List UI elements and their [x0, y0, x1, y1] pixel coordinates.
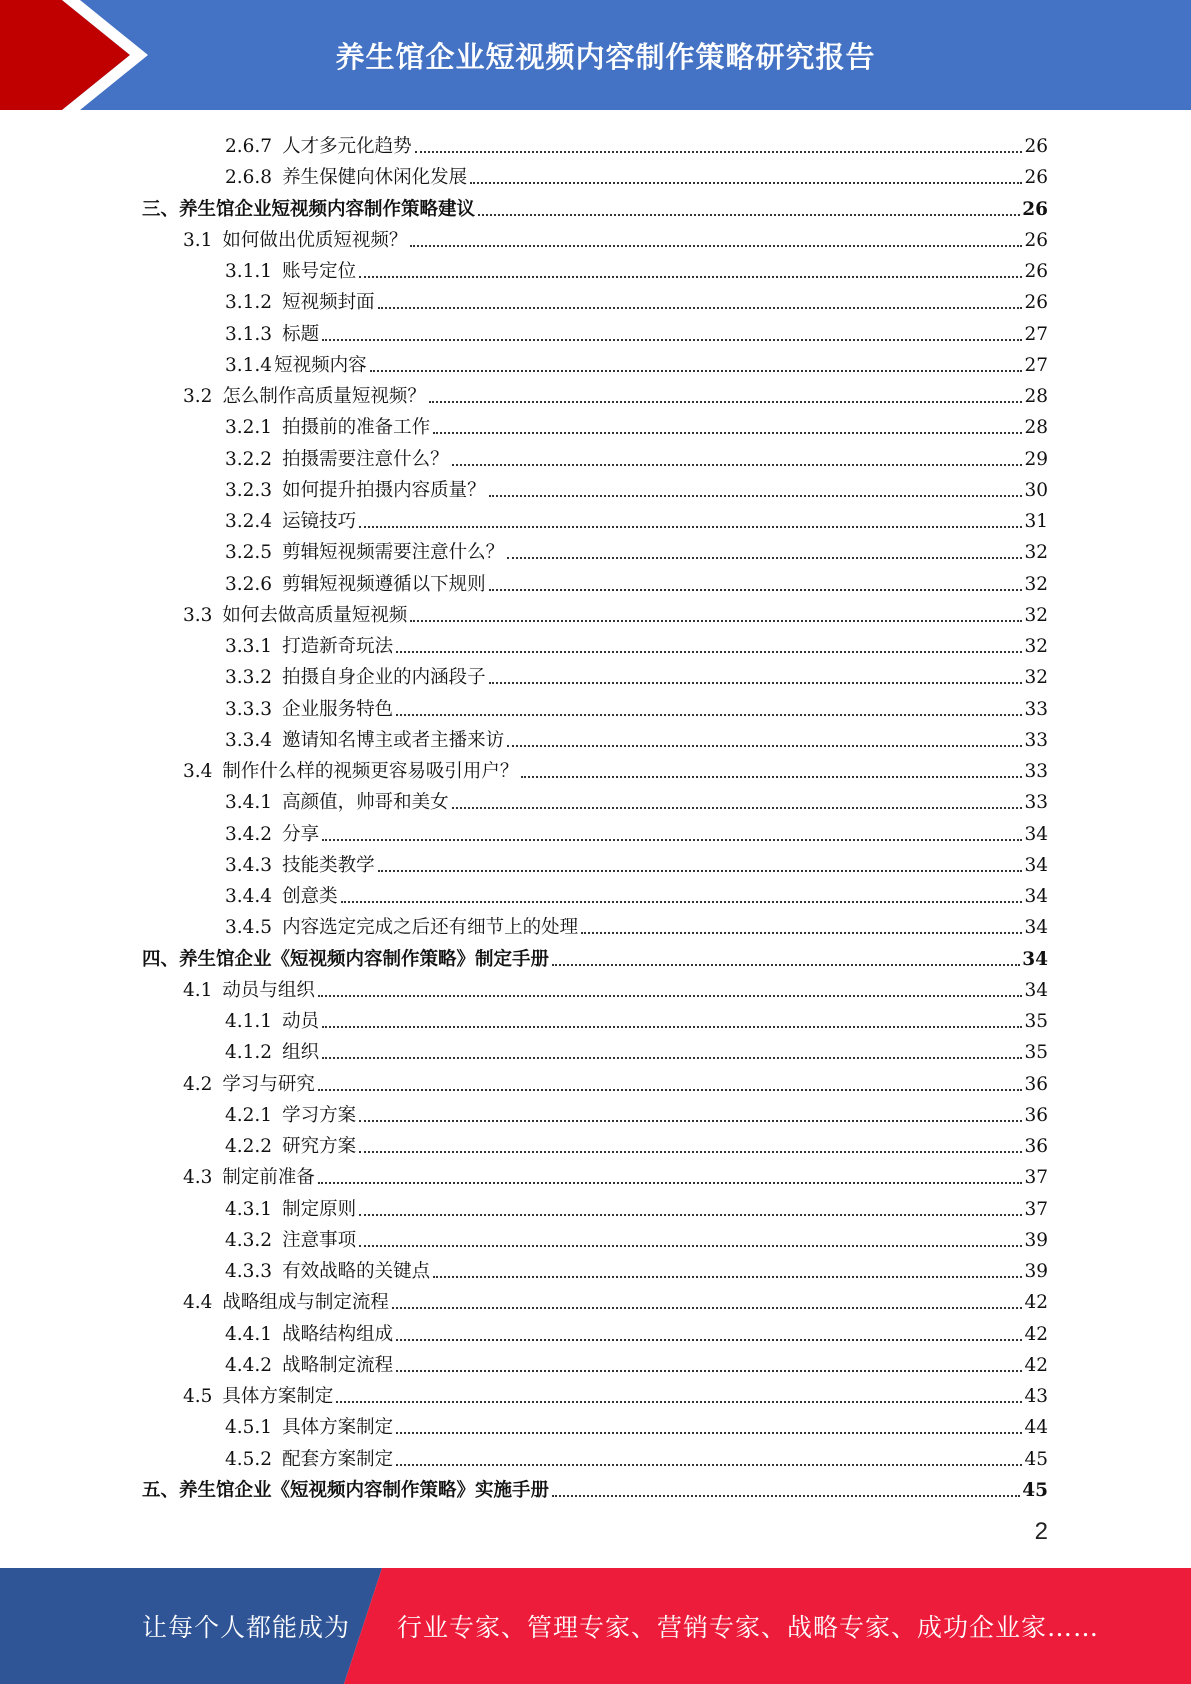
- toc-entry-number: 4.3.1: [225, 1198, 273, 1220]
- toc-entry-page: 26: [1024, 292, 1048, 314]
- toc-dot-leader: [507, 745, 1022, 747]
- toc-entry-number: 3.3: [183, 604, 213, 626]
- toc-entry-page: 42: [1024, 1323, 1048, 1345]
- toc-entry-page: 37: [1024, 1167, 1048, 1189]
- toc-dot-leader: [370, 370, 1023, 372]
- toc-entry-page: 35: [1024, 1042, 1048, 1064]
- toc-entry[interactable]: [225, 565, 1048, 596]
- toc-entry-page: 33: [1024, 761, 1048, 782]
- toc-entry-page: 28: [1024, 417, 1048, 439]
- toc-entry-page: 34: [1024, 886, 1048, 907]
- toc-entry-title: 内容选定完成之后还有细节上的处理: [282, 917, 579, 939]
- toc-dot-leader: [396, 651, 1022, 653]
- toc-entry-page: 39: [1024, 1229, 1048, 1251]
- toc-entry[interactable]: [183, 1065, 1048, 1096]
- toc-entry-number: 4.2: [183, 1073, 213, 1095]
- toc-dot-leader: [359, 1151, 1022, 1153]
- toc-entry[interactable]: [225, 627, 1048, 658]
- toc-entry[interactable]: [225, 1221, 1048, 1252]
- toc-entry[interactable]: [183, 1283, 1048, 1314]
- toc-entry-page: 26: [1024, 167, 1048, 189]
- toc-entry-title: 战略组成与制定流程: [222, 1292, 389, 1314]
- toc-entry-page: 33: [1024, 729, 1048, 751]
- toc-dot-leader: [322, 839, 1022, 841]
- toc-entry-number: 4.3: [183, 1167, 213, 1189]
- toc-entry-title: 具体方案制定: [282, 1417, 394, 1439]
- toc-entry-number: 3.3.4: [225, 729, 273, 751]
- toc-entry-title: 如何做出优质短视频？: [222, 229, 408, 251]
- toc-entry-number: 3.4.3: [225, 854, 273, 876]
- toc-entry-page: 34: [1024, 854, 1048, 876]
- toc-entry-page: 26: [1024, 261, 1048, 282]
- toc-entry-number: 3.4: [183, 761, 213, 782]
- toc-dot-leader: [429, 401, 1023, 403]
- toc-dot-leader: [489, 589, 1023, 591]
- toc-entry-number: 4.5: [183, 1386, 213, 1407]
- toc-entry-title: 怎么制作高质量短视频？: [222, 386, 426, 407]
- toc-dot-leader: [336, 1401, 1022, 1403]
- toc-entry-number: 4.3.3: [225, 1261, 273, 1282]
- toc-entry[interactable]: [225, 408, 1048, 439]
- toc-dot-leader: [507, 557, 1022, 559]
- toc-entry-title: 剪辑短视频遵循以下规则: [282, 573, 486, 595]
- document-title: 养生馆企业短视频内容制作策略研究报告: [335, 39, 876, 74]
- toc-entry-page: 28: [1024, 386, 1048, 407]
- toc-entry-number: 3.2.3: [225, 479, 273, 501]
- toc-entry-number: 3.2.5: [225, 542, 273, 564]
- toc-entry-title: 剪辑短视频需要注意什么？: [282, 542, 505, 564]
- toc-entry[interactable]: [225, 127, 1048, 158]
- toc-entry[interactable]: [225, 1252, 1048, 1283]
- toc-dot-leader: [322, 1026, 1022, 1028]
- toc-entry-title: 动员与组织: [222, 979, 315, 1001]
- toc-entry-number: 4.2.2: [225, 1136, 273, 1157]
- toc-entry-number: 4.4: [183, 1292, 213, 1314]
- toc-entry-number: 3.2.6: [225, 573, 273, 595]
- toc-entry[interactable]: [183, 377, 1048, 408]
- toc-entry-number: 3.1.2: [225, 292, 273, 314]
- toc-entry-title: 打造新奇玩法: [282, 636, 394, 657]
- toc-entry-number: 4.1.2: [225, 1042, 273, 1064]
- toc-dot-leader: [318, 1089, 1023, 1091]
- toc-entry[interactable]: [225, 346, 1048, 377]
- toc-entry-title: 邀请知名博主或者主播来访: [282, 729, 505, 751]
- toc-entry[interactable]: [225, 533, 1048, 564]
- toc-entry[interactable]: [183, 752, 1048, 783]
- toc-entry-page: 42: [1024, 1292, 1048, 1314]
- toc-entry[interactable]: [225, 1127, 1048, 1158]
- toc-entry[interactable]: [225, 721, 1048, 752]
- footer-slogan-left: 让每个人都能成为: [142, 1613, 351, 1642]
- toc-entry-number: 3.1.4: [225, 354, 273, 376]
- toc-entry-number: 3.2.4: [225, 511, 273, 532]
- toc-entry-title: 账号定位: [282, 261, 357, 282]
- toc-entry-page: 35: [1024, 1011, 1048, 1032]
- page-footer: [0, 1568, 1191, 1684]
- toc-entry-number: 3.4.4: [225, 886, 273, 907]
- toc-dot-leader: [552, 964, 1020, 966]
- toc-entry-title: 有效战略的关键点: [282, 1261, 431, 1282]
- toc-entry[interactable]: [183, 971, 1048, 1002]
- toc-dot-leader: [322, 339, 1022, 341]
- toc-entry[interactable]: [225, 1346, 1048, 1377]
- toc-dot-leader: [489, 495, 1023, 497]
- toc-entry[interactable]: [225, 783, 1048, 814]
- toc-entry-title: 企业服务特色: [282, 698, 394, 720]
- page-number: 2: [1034, 1518, 1048, 1545]
- toc-entry-title: 学习方案: [282, 1104, 357, 1126]
- toc-entry[interactable]: [225, 502, 1048, 533]
- toc-entry-page: 45: [1022, 1479, 1048, 1501]
- toc-entry-title: 动员: [282, 1011, 320, 1032]
- toc-entry[interactable]: [142, 940, 1048, 971]
- toc-entry-title: 高颜值，帅哥和美女: [282, 792, 449, 814]
- toc-entry-title: 具体方案制定: [222, 1386, 334, 1407]
- toc-entry-title: 拍摄自身企业的内涵段子: [282, 667, 486, 689]
- toc-entry-number: 2.6.7: [225, 136, 273, 157]
- toc-entry[interactable]: [225, 471, 1048, 502]
- toc-entry-number: 3.2.2: [225, 448, 273, 470]
- toc-entry-page: 32: [1024, 542, 1048, 564]
- toc-entry-page: 34: [1024, 823, 1048, 845]
- toc-entry[interactable]: [225, 690, 1048, 721]
- toc-entry[interactable]: [225, 440, 1048, 471]
- toc-dot-leader: [378, 870, 1023, 872]
- toc-entry-title: 人才多元化趋势: [282, 136, 412, 157]
- toc-dot-leader: [478, 214, 1020, 216]
- toc-entry-title: 短视频封面: [282, 292, 375, 314]
- toc-entry-page: 34: [1024, 979, 1048, 1001]
- toc-entry-number: 3.4.5: [225, 917, 273, 939]
- toc-entry-number: 3.3.1: [225, 636, 273, 657]
- toc-dot-leader: [322, 1057, 1022, 1059]
- toc-entry-title: 三、养生馆企业短视频内容制作策略建议: [142, 198, 476, 220]
- toc-entry-page: 34: [1022, 948, 1048, 970]
- toc-entry-page: 32: [1024, 667, 1048, 689]
- toc-entry[interactable]: [225, 1033, 1048, 1064]
- toc-dot-leader: [415, 151, 1023, 153]
- toc-entry-title: 制定前准备: [222, 1167, 315, 1189]
- toc-entry-number: 4.4.1: [225, 1323, 273, 1345]
- page-header: [0, 0, 1191, 110]
- toc-entry[interactable]: [225, 1002, 1048, 1033]
- toc-entry-number: 4.1.1: [225, 1011, 273, 1032]
- toc-dot-leader: [552, 1495, 1020, 1497]
- toc-entry-number: 3.1.1: [225, 261, 273, 282]
- toc-entry-number: 3.3.2: [225, 667, 273, 689]
- toc-dot-leader: [410, 620, 1022, 622]
- toc-entry-page: 42: [1024, 1354, 1048, 1376]
- toc-entry-title: 组织: [282, 1042, 320, 1064]
- toc-entry-title: 短视频内容: [274, 354, 367, 376]
- toc-entry-page: 44: [1024, 1417, 1048, 1439]
- toc-entry-page: 36: [1024, 1104, 1048, 1126]
- toc-entry-title: 如何去做高质量短视频: [222, 604, 408, 626]
- toc-entry-number: 4.4.2: [225, 1354, 273, 1376]
- toc-entry-title: 注意事项: [282, 1229, 357, 1251]
- toc-entry-number: 4.2.1: [225, 1104, 273, 1126]
- toc-dot-leader: [318, 995, 1023, 997]
- toc-entry-page: 43: [1024, 1386, 1048, 1407]
- toc-entry[interactable]: [225, 315, 1048, 346]
- toc-dot-leader: [359, 1245, 1022, 1247]
- toc-dot-leader: [396, 714, 1022, 716]
- toc-dot-leader: [470, 182, 1022, 184]
- toc-entry-page: 32: [1024, 573, 1048, 595]
- toc-entry-page: 36: [1024, 1073, 1048, 1095]
- toc-entry-title: 拍摄前的准备工作: [282, 417, 431, 439]
- toc-entry-page: 39: [1024, 1261, 1048, 1282]
- toc-entry[interactable]: [225, 1315, 1048, 1346]
- toc-entry-number: 3.4.2: [225, 823, 273, 845]
- toc-entry-page: 32: [1024, 636, 1048, 657]
- toc-entry[interactable]: [183, 596, 1048, 627]
- toc-entry-number: 4.5.2: [225, 1448, 273, 1470]
- toc-entry-page: 36: [1024, 1136, 1048, 1157]
- toc-entry[interactable]: [225, 283, 1048, 314]
- toc-entry-page: 45: [1024, 1448, 1048, 1470]
- toc-dot-leader: [452, 807, 1023, 809]
- toc-entry[interactable]: [225, 252, 1048, 283]
- toc-entry-number: 2.6.8: [225, 167, 273, 189]
- toc-entry-title: 配套方案制定: [282, 1448, 394, 1470]
- toc-dot-leader: [318, 1182, 1023, 1184]
- toc-entry[interactable]: [225, 1190, 1048, 1221]
- toc-entry-number: 3.3.3: [225, 698, 273, 720]
- toc-entry-title: 研究方案: [282, 1136, 357, 1157]
- footer-slogan-right: 行业专家、管理专家、营销专家、战略专家、成功企业家……: [397, 1613, 1100, 1642]
- toc-entry-title: 四、养生馆企业《短视频内容制作策略》制定手册: [142, 948, 550, 970]
- toc-entry-page: 34: [1024, 917, 1048, 939]
- toc-dot-leader: [396, 1339, 1022, 1341]
- toc-dot-leader: [378, 307, 1023, 309]
- toc-dot-leader: [433, 432, 1022, 434]
- toc-dot-leader: [581, 932, 1022, 934]
- toc-entry[interactable]: [142, 1471, 1048, 1502]
- toc-dot-leader: [392, 1307, 1023, 1309]
- toc-entry-number: 3.1: [183, 229, 213, 251]
- toc-entry-title: 制作什么样的视频更容易吸引用户？: [222, 761, 519, 782]
- toc-dot-leader: [359, 1120, 1022, 1122]
- toc-entry-page: 33: [1024, 698, 1048, 720]
- toc-entry[interactable]: [225, 1096, 1048, 1127]
- toc-entry-title: 五、养生馆企业《短视频内容制作策略》实施手册: [142, 1479, 550, 1501]
- toc-entry-number: 4.3.2: [225, 1229, 273, 1251]
- toc-entry[interactable]: [225, 877, 1048, 908]
- toc-entry-number: 3.2: [183, 386, 213, 407]
- toc-entry-page: 26: [1024, 136, 1048, 157]
- toc-entry[interactable]: [183, 1377, 1048, 1408]
- toc-entry[interactable]: [183, 1158, 1048, 1189]
- toc-entry-title: 学习与研究: [222, 1073, 315, 1095]
- toc-entry-page: 30: [1024, 479, 1048, 501]
- toc-entry[interactable]: [225, 1408, 1048, 1439]
- toc-entry[interactable]: [225, 815, 1048, 846]
- toc-entry-page: 31: [1024, 511, 1048, 532]
- toc-entry-title: 如何提升拍摄内容质量？: [282, 479, 486, 501]
- toc-entry-page: 26: [1024, 229, 1048, 251]
- toc-entry-number: 3.1.3: [225, 323, 273, 345]
- toc-entry-title: 养生保健向休闲化发展: [282, 167, 468, 189]
- toc-entry-title: 战略制定流程: [282, 1354, 394, 1376]
- toc-entry[interactable]: [225, 908, 1048, 939]
- toc-entry-title: 标题: [282, 323, 320, 345]
- toc-entry-number: 4.5.1: [225, 1417, 273, 1439]
- toc-dot-leader: [410, 245, 1022, 247]
- toc-dot-leader: [433, 1276, 1022, 1278]
- toc-entry-title: 分享: [282, 823, 320, 845]
- toc-entry-title: 拍摄需要注意什么？: [282, 448, 449, 470]
- toc-entry[interactable]: [183, 221, 1048, 252]
- toc-dot-leader: [396, 1370, 1022, 1372]
- toc-entry-page: 37: [1024, 1198, 1048, 1220]
- toc-entry-page: 27: [1024, 354, 1048, 376]
- toc-entry[interactable]: [225, 846, 1048, 877]
- toc-entry-title: 技能类教学: [282, 854, 375, 876]
- toc-entry[interactable]: [225, 158, 1048, 189]
- toc-entry-title: 运镜技巧: [282, 511, 357, 532]
- toc-entry-title: 战略结构组成: [282, 1323, 394, 1345]
- toc-entry-page: 26: [1022, 198, 1048, 220]
- toc-dot-leader: [359, 1214, 1022, 1216]
- toc-entry-number: 3.2.1: [225, 417, 273, 439]
- toc-entry-title: 制定原则: [282, 1198, 357, 1220]
- toc-entry-page: 32: [1024, 604, 1048, 626]
- toc-entry[interactable]: [142, 190, 1048, 221]
- toc-entry-number: 3.4.1: [225, 792, 273, 814]
- toc-entry[interactable]: [225, 1440, 1048, 1471]
- toc-entry-page: 33: [1024, 792, 1048, 814]
- toc-dot-leader: [396, 1464, 1022, 1466]
- toc-entry-number: 4.1: [183, 979, 213, 1001]
- toc-dot-leader: [359, 526, 1022, 528]
- toc-dot-leader: [521, 776, 1022, 778]
- toc-entry-page: 29: [1024, 448, 1048, 470]
- toc-dot-leader: [341, 901, 1023, 903]
- toc-dot-leader: [489, 682, 1023, 684]
- toc-dot-leader: [396, 1432, 1022, 1434]
- toc-entry-page: 27: [1024, 323, 1048, 345]
- toc-entry-title: 创意类: [282, 886, 338, 907]
- toc-dot-leader: [359, 276, 1022, 278]
- toc-dot-leader: [452, 464, 1023, 466]
- toc-entry[interactable]: [225, 658, 1048, 689]
